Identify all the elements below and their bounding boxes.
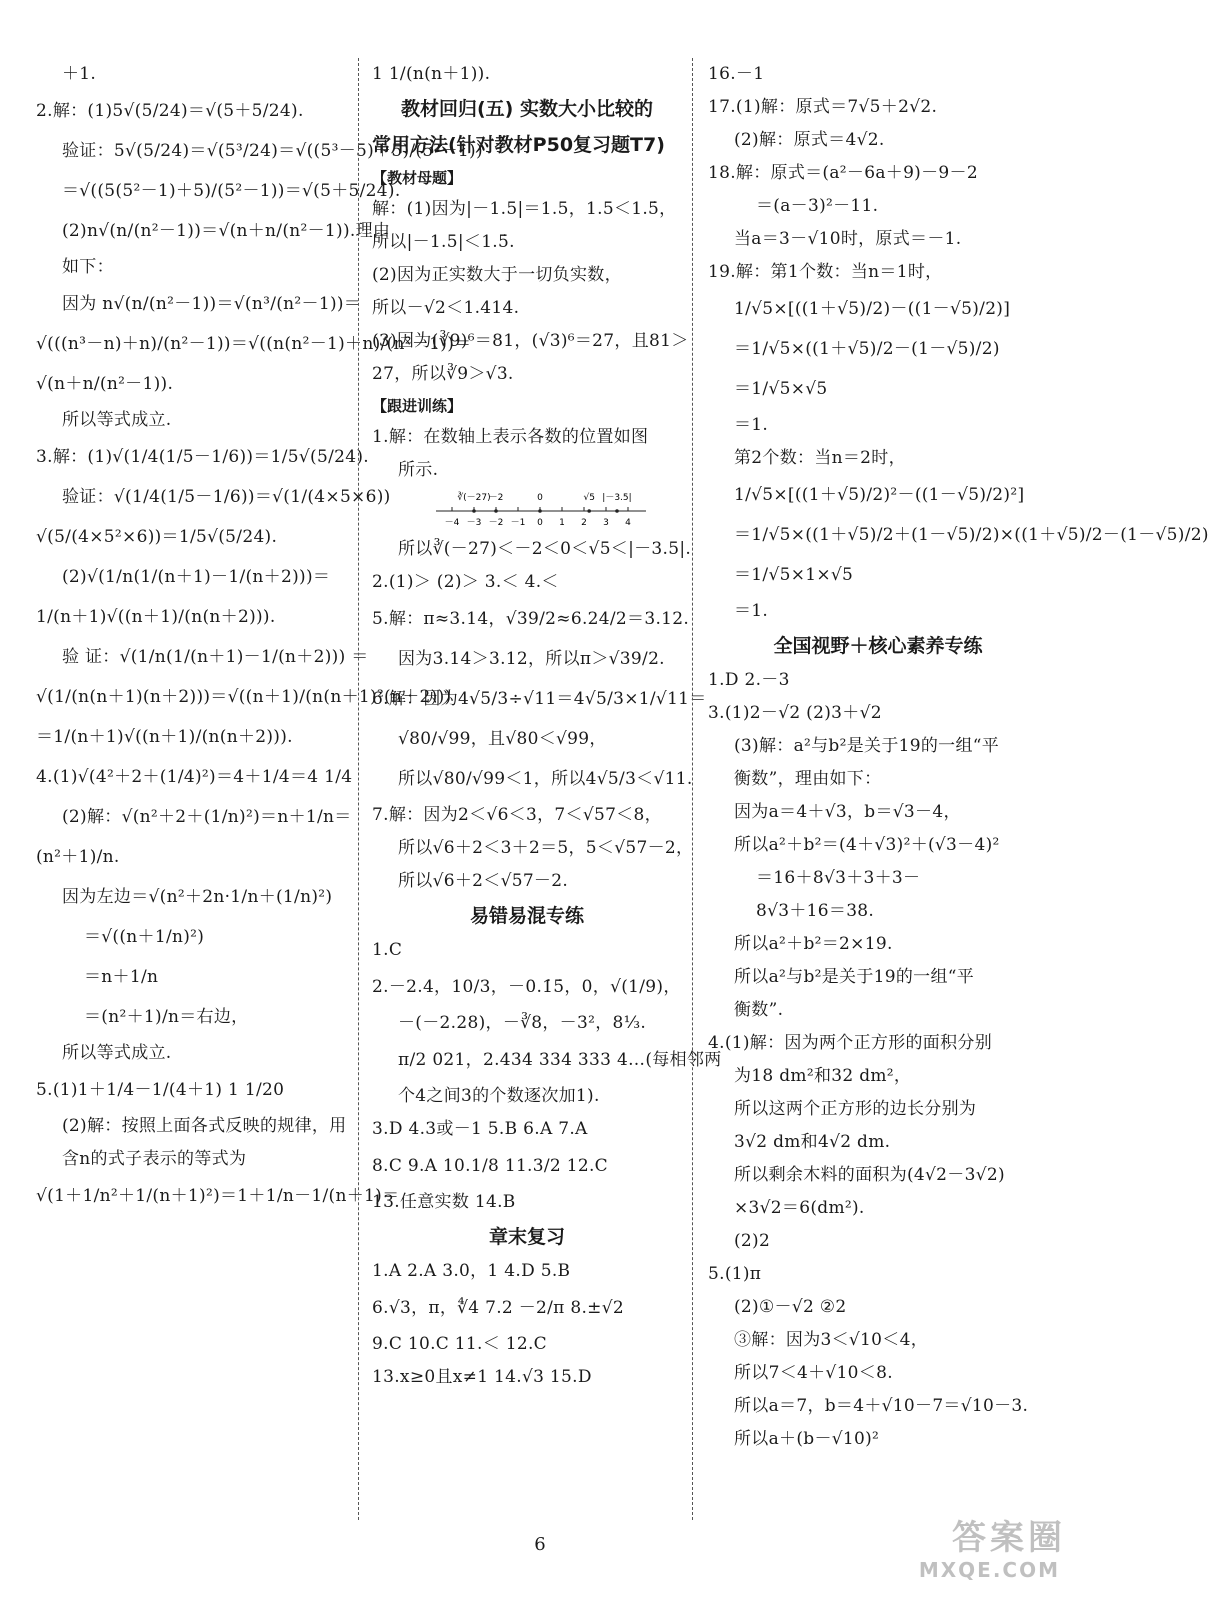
number-line-point-label: ∛(－27)	[457, 493, 491, 503]
number-line-tick-label: －4	[444, 518, 460, 528]
answer-line: 5.(1)π	[708, 1264, 762, 1284]
answer-line: 因为 n√(n/(n²－1))＝√(n³/(n²－1))＝	[62, 294, 362, 314]
column-divider	[358, 58, 359, 1520]
answer-line: 所以∛(－27)＜－2＜0＜√5＜|－3.5|.	[398, 539, 692, 559]
answer-line: 所以剩余木料的面积为(4√2－3√2)	[734, 1165, 1005, 1185]
answer-line: 8.C 9.A 10.1/8 11.3/2 12.C	[372, 1156, 608, 1176]
section-title: 章末复习	[488, 1226, 565, 1248]
answer-line: 所示.	[398, 460, 439, 480]
answer-line: 27，所以∛9＞√3.	[372, 364, 514, 384]
answer-line: ＋1.	[62, 64, 97, 84]
watermark-logo	[896, 1510, 1066, 1582]
number-line-point	[472, 509, 476, 513]
number-line-tick-label: 0	[537, 518, 543, 528]
answer-line: 1.解：在数轴上表示各数的位置如图	[372, 427, 649, 447]
answer-line: 1/(n＋1)√((n＋1)/(n(n＋2))).	[36, 607, 276, 627]
watermark-url: MXQE.COM	[918, 1558, 1060, 1582]
answer-line: ＝1/√5×((1＋√5)/2＋(1－√5)/2)×((1＋√5)/2－(1－√5)/2)	[734, 525, 1209, 545]
number-line-point-label: √5	[583, 493, 595, 503]
answer-line: 所以|－1.5|＜1.5̇.	[372, 232, 515, 252]
answer-line: 所以√6＋2＜3＋2＝5，5＜√57－2，	[398, 838, 694, 858]
answer-line: 19.解：第1个数：当n＝1时，	[708, 262, 943, 282]
section-title: 常用方法(针对教材P50复习题T7)	[372, 134, 665, 156]
answer-line: 所以7＜4＋√10＜8.	[734, 1363, 893, 1383]
answer-line: 当a＝3－√10时，原式＝－1.	[734, 229, 962, 249]
number-line-point-label: |－3.5|	[602, 493, 632, 503]
answer-line: √(1/(n(n＋1)(n＋2)))＝√((n＋1)/(n(n＋1)²(n＋2)))	[36, 687, 452, 707]
number-line-tick-label: －2	[488, 518, 504, 528]
answer-line: (2)解：√(n²＋2＋(1/n)²)＝n＋1/n＝	[62, 807, 352, 827]
answer-line: 13.任意实数 14.B	[372, 1192, 516, 1212]
answer-line: 所以√6＋2＜√57－2.	[398, 871, 569, 891]
answer-line: 1/√5×[((1＋√5)/2)－((1－√5)/2)]	[734, 299, 1011, 319]
answer-line: 所以等式成立.	[62, 410, 172, 430]
answer-line: 3.(1)2－√2 (2)3＋√2	[708, 703, 882, 723]
answer-line: 所以a²＋b²＝(4＋√3)²＋(√3－4)²	[734, 835, 1000, 855]
answer-line: √(1＋1/n²＋1/(n＋1)²)＝1＋1/n－1/(n＋1)＝	[36, 1186, 400, 1206]
answer-line: 9.C 10.C 11.＜ 12.C	[372, 1334, 547, 1354]
answer-line: 1/√5×[((1＋√5)/2)²－((1－√5)/2)²]	[734, 485, 1025, 505]
answer-line: (2)解：原式＝4√2.	[734, 130, 885, 150]
number-line-point-label: 0	[537, 493, 543, 503]
answer-line: 因为3.14＞3.12，所以π＞√39/2.	[398, 649, 665, 669]
section-title: 全国视野＋核心素养专练	[773, 635, 983, 657]
number-line-tick-label: －1	[510, 518, 526, 528]
answer-line: √80/√99，且√80＜√99，	[398, 729, 607, 749]
answer-line: 18.解：原式＝(a²－6a＋9)－9－2	[708, 163, 978, 183]
answer-line: 含n的式子表示的等式为	[62, 1149, 247, 1169]
answer-line: ＝√((5(5²－1)＋5)/(5²－1))＝√(5＋5/24).	[62, 181, 401, 201]
number-line-tick-label: 3	[603, 518, 609, 528]
answer-line: 验 证：√(1/n(1/(n＋1)－1/(n＋2))) ＝	[62, 647, 369, 667]
answer-line: π/2 021，2.434 334 333 4…(每相邻两	[398, 1050, 722, 1070]
answer-line: 2.－2.4，10/3，－0.1̇5̇，0，√(1/9)，	[372, 977, 681, 997]
number-line-tick-label: 1	[559, 518, 565, 528]
answer-line: ×3√2＝6(dm²).	[734, 1198, 865, 1218]
answer-line: 如下：	[62, 257, 114, 277]
answer-line: 验证：√(1/4(1/5－1/6))＝√(1/(4×5×6))	[62, 487, 391, 507]
answer-line: ＝1/√5×1×√5	[734, 565, 854, 585]
answer-line: 所以a²与b²是关于19的一组“平	[734, 967, 975, 987]
section-title: 教材回归(五) 实数大小比较的	[401, 98, 653, 120]
answer-line: ＝√((n＋1/n)²)	[84, 927, 205, 947]
answer-line: 所以a＋(b－√10)²	[734, 1429, 880, 1449]
answer-line: 1.A 2.A 3.0，1 4.D 5.B	[372, 1261, 571, 1281]
answer-line: 2.解：(1)5√(5/24)＝√(5＋5/24).	[36, 101, 304, 121]
page-number: 6	[534, 1534, 546, 1555]
answer-line: ＝(n²＋1)/n＝右边，	[84, 1007, 249, 1027]
answer-line: 衡数”，理由如下：	[734, 769, 882, 789]
column-middle	[372, 58, 722, 1530]
answer-line: ＝1/√5×((1＋√5)/2－(1－√5)/2)	[734, 339, 1000, 359]
answer-line: 16.－1	[708, 64, 765, 84]
watermark-text: 答案圈	[952, 1518, 1066, 1558]
answer-line: ＝n＋1/n	[84, 967, 159, 987]
number-line-svg	[432, 487, 652, 533]
answer-line: 1 1/(n(n＋1)).	[372, 64, 491, 84]
answer-line: 所以a²＋b²＝2×19.	[734, 934, 893, 954]
answer-line: 5.解：π≈3.14，√39/2≈6.24/2＝3.12.	[372, 609, 690, 629]
answer-line: (2)n√(n/(n²－1))＝√(n＋n/(n²－1)).理由	[62, 221, 391, 241]
answer-line: 第2个数：当n＝2时，	[734, 448, 906, 468]
number-line-tick-label: 4	[625, 518, 631, 528]
number-line-point	[538, 509, 542, 513]
answer-line: (2)①－√2 ②2	[734, 1297, 847, 1317]
answer-line: √(n＋n/(n²－1)).	[36, 374, 174, 394]
subsection-label: 【教材母题】	[372, 169, 463, 187]
answer-line: ＝1/(n＋1)√((n＋1)/(n(n＋2))).	[36, 727, 293, 747]
answer-line: 6.√3，π，∜4 7.2 －2/π 8.±√2	[372, 1298, 624, 1318]
answer-line: 8√3＋16＝38.	[756, 901, 875, 921]
answer-line: 所以a＝7，b＝4＋√10－7＝√10－3.	[734, 1396, 1029, 1416]
answer-line: 1.D 2.－3	[708, 670, 790, 690]
answer-line: 4.(1)√(4²＋2＋(1/4)²)＝4＋1/4＝4 1/4	[36, 767, 353, 787]
number-line-point-label: －2	[488, 493, 504, 503]
number-line-figure	[432, 487, 652, 533]
answer-line: (2)√(1/n(1/(n＋1)－1/(n＋2)))＝	[62, 567, 331, 587]
answer-line: 3.D 4.3或－1 5.B 6.A 7.A	[372, 1119, 588, 1139]
number-line-tick-label: －3	[466, 518, 482, 528]
answer-line: 5.(1)1＋1/4－1/(4＋1) 1 1/20	[36, 1080, 285, 1100]
answer-line: (2)解：按照上面各式反映的规律，用	[62, 1116, 347, 1136]
answer-line: (n²＋1)/n.	[36, 847, 120, 867]
section-title: 易错易混专练	[469, 905, 584, 927]
answer-line: √(5/(4×5²×6))＝1/5√(5/24).	[36, 527, 278, 547]
answer-line: (3)因为(∛9)⁶＝81，(√3)⁶＝27，且81＞	[372, 331, 689, 351]
column-right	[708, 58, 1209, 1530]
answer-line: 所以√80/√99＜1，所以4√5/3＜√11.	[398, 769, 693, 789]
answer-line: (2)2	[734, 1231, 771, 1251]
answer-line: 为18 dm²和32 dm²，	[734, 1066, 912, 1086]
answer-line: 3.解：(1)√(1/4(1/5－1/6))＝1/5√(5/24).	[36, 447, 369, 467]
answer-line: ＝1.	[734, 415, 769, 435]
answer-line: √(((n³－n)＋n)/(n²－1))＝√((n(n²－1)＋n)/(n²－1))＝	[36, 334, 472, 354]
number-line-point	[587, 509, 591, 513]
answer-line: 因为左边＝√(n²＋2n·1/n＋(1/n)²)	[62, 887, 333, 907]
number-line-point	[494, 509, 498, 513]
answer-line: 1.C	[372, 940, 403, 960]
answer-line: 所以等式成立.	[62, 1043, 172, 1063]
answer-line: ＝(a－3)²－11.	[756, 196, 879, 216]
answer-line: 2.(1)＞ (2)＞ 3.＜ 4.＜	[372, 572, 559, 592]
answer-line: 所以这两个正方形的边长分别为	[734, 1099, 977, 1119]
answer-line: 7.解：因为2＜√6＜3，7＜√57＜8，	[372, 805, 662, 825]
answer-line: 17.(1)解：原式＝7√5＋2√2.	[708, 97, 938, 117]
answer-line: ＝16＋8√3＋3＋3－	[756, 868, 921, 888]
number-line-point	[615, 509, 619, 513]
answer-line: 验证：5√(5/24)＝√(5³/24)＝√((5³－5)＋5)/(5²－1))	[62, 141, 483, 161]
answer-line: 4.(1)解：因为两个正方形的面积分别	[708, 1033, 992, 1053]
answer-line: (2)因为正实数大于一切负实数，	[372, 265, 622, 285]
answer-line: 3√2 dm和4√2 dm.	[734, 1132, 891, 1152]
answer-line: ③解：因为3＜√10＜4，	[734, 1330, 928, 1350]
column-divider	[692, 58, 693, 1520]
answer-line: －(－2.28)，－∛8，－3²，8⅓.	[398, 1013, 647, 1033]
answer-line: 6.解：因为4√5/3÷√11＝4√5/3×1/√11＝	[372, 689, 707, 709]
answer-line: ＝1.	[734, 601, 769, 621]
answer-line: ＝1/√5×√5	[734, 379, 828, 399]
answer-line: 衡数”.	[734, 1000, 784, 1020]
answer-line: 解：(1)因为|－1.5|＝1.5，1.5＜1.5̇，	[372, 199, 677, 219]
answer-line: 因为a＝4＋√3，b＝√3－4，	[734, 802, 961, 822]
answer-line: 个4之间3的个数逐次加1).	[398, 1086, 600, 1106]
answer-line: (3)解：a²与b²是关于19的一组“平	[734, 736, 1000, 756]
answer-line: 13.x≥0且x≠1 14.√3 15.D	[372, 1367, 592, 1387]
subsection-label: 【跟进训练】	[372, 397, 463, 415]
answer-line: 所以－√2＜1.414.	[372, 298, 520, 318]
number-line-tick-label: 2	[581, 518, 587, 528]
